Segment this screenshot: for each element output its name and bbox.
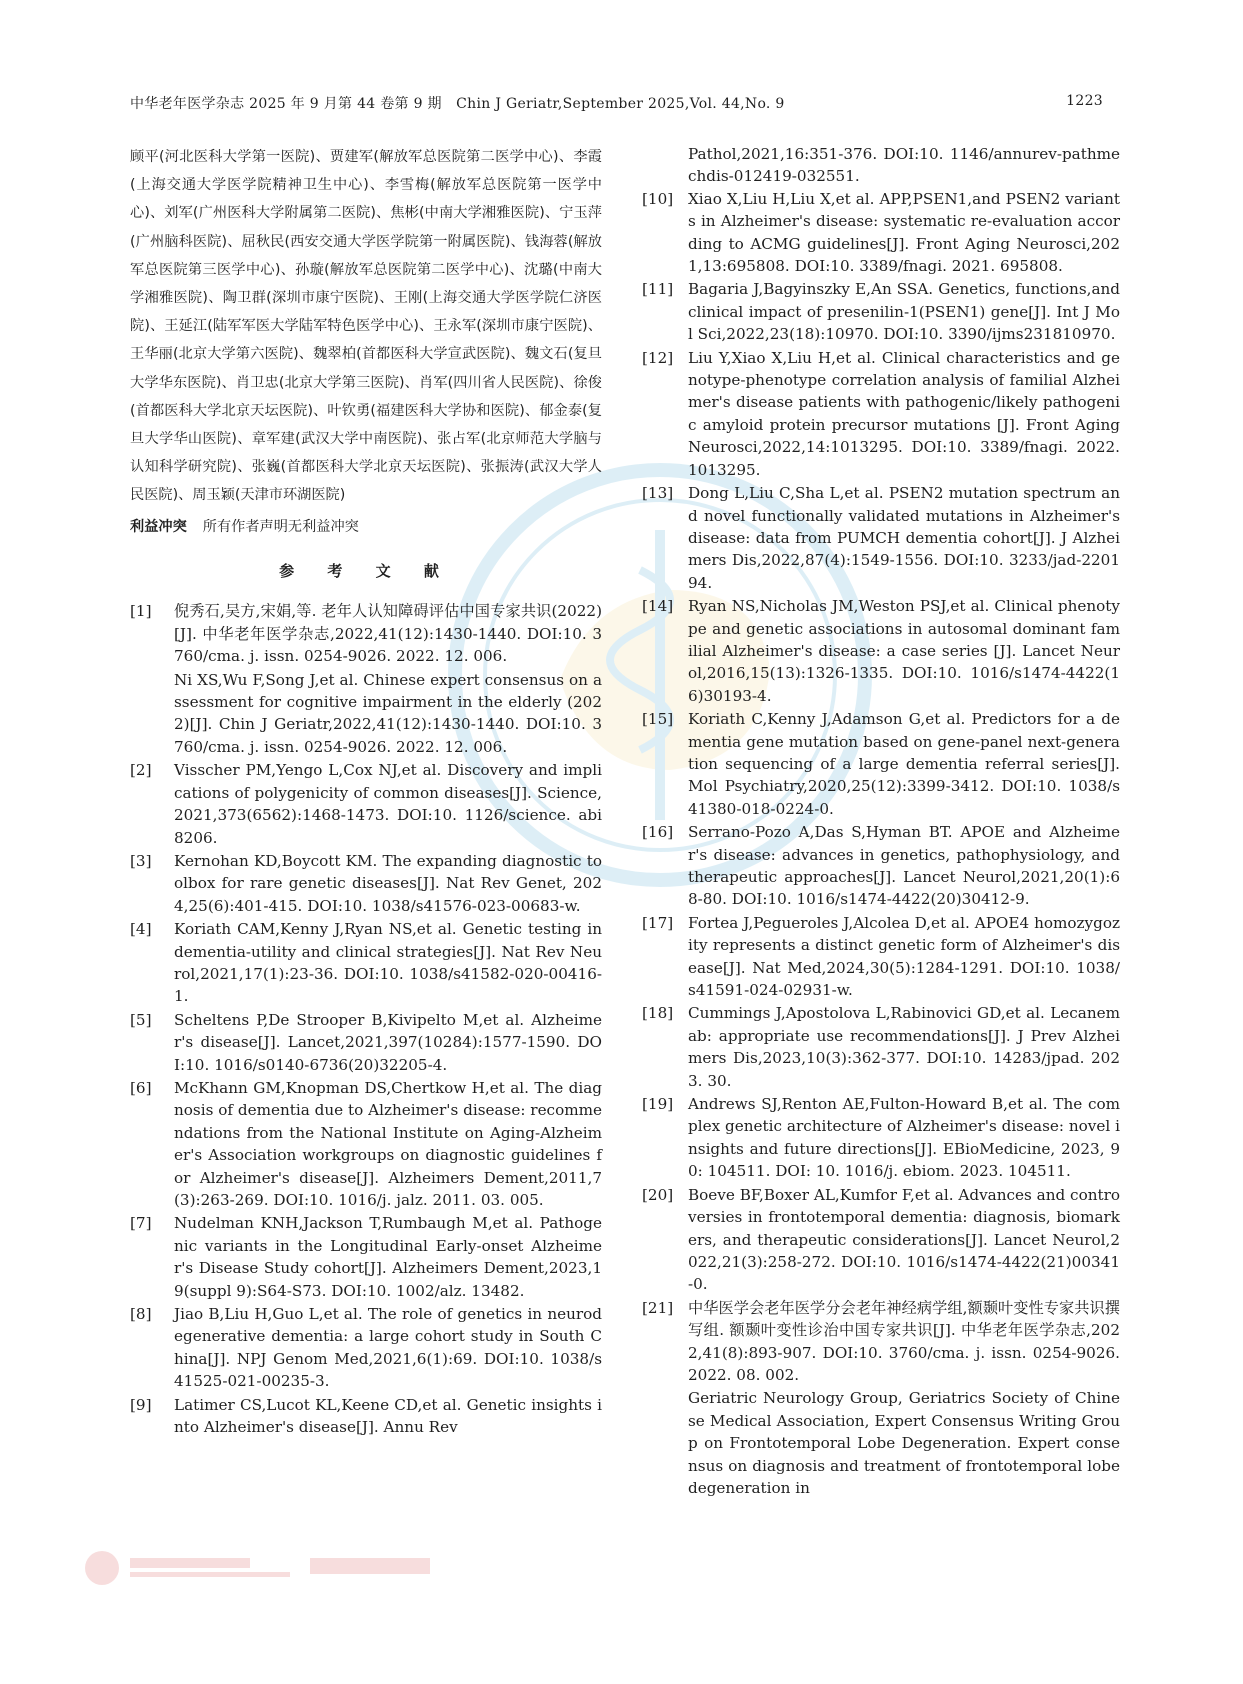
reference-text: Ryan NS,Nicholas JM,Weston PSJ,et al. Clinical phenotype and genetic associations in autosomal dominant familial Alzheimer's disease: a case series [J]. Lancet Neurol,2016,15(13):1326-1335. DOI:10. 1016/s1474-4422(16)30193-4. bbox=[688, 597, 1120, 705]
reference-number: [6] bbox=[130, 1078, 152, 1097]
reference-continuation: Pathol,2021,16:351-376. DOI:10. 1146/annurev-pathmechdis-012419-032551. bbox=[688, 145, 1120, 186]
reference-number: [14] bbox=[642, 597, 674, 616]
reference-number: [5] bbox=[130, 1010, 152, 1029]
reference-number: [3] bbox=[130, 851, 152, 870]
reference-text: Jiao B,Liu H,Guo L,et al. The role of genetics in neurodegenerative dementia: a large cohort study in South China[J]. NPJ Genom Med,2021,6(1):69. DOI:10. 1038/s41525-021-00235-3. bbox=[174, 1305, 602, 1391]
reference-number: [2] bbox=[130, 761, 152, 780]
reference-number: [12] bbox=[642, 348, 674, 367]
reference-item bbox=[642, 821, 1120, 911]
author-affiliations: 顾平(河北医科大学第一医院)、贾建军(解放军总医院第二医学中心)、李霞(上海交通大学医学院精神卫生中心)、李雪梅(解放军总医院第一医学中心)、刘军(广州医科大学附属第二医院)、焦彬(中南大学湘雅医院)、宁玉萍(广州脑科医院)、屈秋民(西安交通大学医学院第一附属医院)、钱海蓉(解放军总医院第三医学中心)、孙璇(解放军总医院第二医学中心)、沈璐(中南大学湘雅医院)、陶卫群(深圳市康宁医院)、王刚(上海交通大学医学院仁济医院)、王延江(陆军军医大学陆军特色医学中心)、王永军(深圳市康宁医院)、王华丽(北京大学第六医院)、魏翠柏(首都医科大学宣武医院)、魏文石(复旦大学华东医院)、肖卫忠(北京大学第三医院)、肖军(四川省人民医院)、徐俊(首都医科大学北京天坛医院)、叶钦勇(福建医科大学协和医院)、郁金泰(复旦大学华山医院)、章军建(武汉大学中南医院)、张占军(北京师范大学脑与认知科学研究院)、张巍(首都医科大学北京天坛医院)、张振涛(武汉大学人民医院)、周玉颖(天津市环湖医院) bbox=[130, 149, 602, 504]
page-number: 1223 bbox=[1066, 93, 1103, 109]
reference-text: Kernohan KD,Boycott KM. The expanding diagnostic toolbox for rare genetic diseases[J]. Nat Rev Genet, 2024,25(6):401-415. DOI:10. 1038/s41576-023-00683-w. bbox=[174, 851, 602, 915]
reference-item bbox=[642, 278, 1120, 345]
conflict-text: 所有作者声明无利益冲突 bbox=[202, 518, 359, 535]
conflict-of-interest bbox=[130, 516, 602, 538]
reference-number: [10] bbox=[642, 189, 674, 208]
reference-number: [9] bbox=[130, 1395, 152, 1414]
reference-text: 中华医学会老年医学分会老年神经病学组,额颞叶变性专家共识撰写组. 额颞叶变性诊治中国专家共识[J]. 中华老年医学杂志,2022,41(8):893-907. DOI:10. 3760/cma. j. issn. 0254-9026. 2022. 08. 002. bbox=[688, 1298, 1120, 1384]
reference-number: [15] bbox=[642, 710, 674, 729]
reference-text: Cummings J,Apostolova L,Rabinovici GD,et al. Lecanemab: appropriate use recommendations[J]. J Prev Alzheimers Dis,2023,10(3):362-377. DOI:10. 14283/jpad. 2023. 30. bbox=[688, 1004, 1120, 1090]
reference-item bbox=[130, 918, 602, 1008]
reference-text: McKhann GM,Knopman DS,Chertkow H,et al. The diagnosis of dementia due to Alzheimer's disease: recommendations from the National Institute on Aging-Alzheimer's Association workgroups on diagnostic guidelines for Alzheimer's disease[J]. Alzheimers Dement,2011,7(3):263-269. DOI:10. 1016/j. jalz. 2011. 03. 005. bbox=[174, 1078, 602, 1210]
reference-text: Andrews SJ,Renton AE,Fulton-Howard B,et al. The complex genetic architecture of Alzheimer's disease: novel insights and future directions[J]. EBioMedicine, 2023, 90: 104511. DOI: 10. 1016/j. ebiom. 2023. 104511. bbox=[688, 1095, 1120, 1181]
reference-item bbox=[642, 347, 1120, 481]
reference-item bbox=[130, 669, 602, 759]
reference-text: Visscher PM,Yengo L,Cox NJ,et al. Discovery and implications of polygenicity of common diseases[J]. Science,2021,373(6562):1468-1473. DOI:10. 1126/science. abi8206. bbox=[174, 761, 602, 847]
reference-item bbox=[130, 759, 602, 849]
reference-text: Serrano-Pozo A,Das S,Hyman BT. APOE and Alzheimer's disease: advances in genetics, pathophysiology, and therapeutic approaches[J]. Lancet Neurol,2021,20(1):68-80. DOI:10. 1016/s1474-4422(20)30412-9. bbox=[688, 823, 1120, 909]
reference-item bbox=[642, 595, 1120, 707]
reference-number: [17] bbox=[642, 913, 674, 932]
right-column bbox=[642, 143, 1120, 1500]
reference-text: Scheltens P,De Strooper B,Kivipelto M,et al. Alzheimer's disease[J]. Lancet,2021,397(10284):1577-1590. DOI:10. 1016/s0140-6736(20)32205-4. bbox=[174, 1010, 602, 1074]
reference-text: Bagaria J,Bagyinszky E,An SSA. Genetics, functions,and clinical impact of presenilin-1(PSEN1) gene[J]. Int J Mol Sci,2022,23(18):10970. DOI:10. 3390/ijms231810970. bbox=[688, 280, 1120, 344]
reference-item bbox=[130, 1077, 602, 1211]
reference-text: Fortea J,Pegueroles J,Alcolea D,et al. APOE4 homozygozity represents a distinct genetic form of Alzheimer's disease[J]. Nat Med,2024,30(5):1284-1291. DOI:10. 1038/s41591-024-02931-w. bbox=[688, 913, 1120, 1000]
publisher-logo-icon bbox=[80, 1548, 440, 1588]
reference-number: [21] bbox=[642, 1298, 674, 1317]
reference-item bbox=[642, 482, 1120, 594]
reference-number: [8] bbox=[130, 1305, 152, 1324]
references-heading: 参 考 文 献 bbox=[279, 562, 453, 581]
reference-text: Xiao X,Liu H,Liu X,et al. APP,PSEN1,and PSEN2 variants in Alzheimer's disease: systematic re-evaluation according to ACMG guidelines[J]. Front Aging Neurosci,2021,13:695808. DOI:10. 3389/fnagi. 2021. 695808. bbox=[688, 189, 1120, 276]
reference-list-left bbox=[130, 600, 602, 1438]
reference-item bbox=[130, 1212, 602, 1302]
reference-item bbox=[642, 912, 1120, 1002]
reference-item bbox=[642, 1002, 1120, 1092]
reference-number: [11] bbox=[642, 280, 674, 299]
reference-number: [7] bbox=[130, 1214, 152, 1233]
reference-text: Nudelman KNH,Jackson T,Rumbaugh M,et al. Pathogenic variants in the Longitudinal Early-onset Alzheimer's Disease Study cohort[J]. Alzheimers Dement,2023,19(suppl 9):S64-S73. DOI:10. 1002/alz. 13482. bbox=[174, 1214, 602, 1300]
reference-text: Ni XS,Wu F,Song J,et al. Chinese expert consensus on assessment for cognitive impairment in the elderly (2022)[J]. Chin J Geriatr,2022,41(12):1430-1440. DOI:10. 3760/cma. j. issn. 0254-9026. 2022. 12. 006. bbox=[174, 670, 602, 756]
conflict-label: 利益冲突 bbox=[130, 518, 187, 535]
reference-item bbox=[130, 1303, 602, 1393]
reference-text: Boeve BF,Boxer AL,Kumfor F,et al. Advances and controversies in frontotemporal dementia: diagnosis, biomarkers, and therapeutic considerations[J]. Lancet Neurol,2022,21(3):258-272. DOI:10. 1016/s1474-4422(21)00341-0. bbox=[688, 1185, 1120, 1294]
reference-text: Koriath C,Kenny J,Adamson G,et al. Predictors for a dementia gene mutation based on gene-panel next-generation sequencing of a large dementia referral series[J]. Mol Psychiatry,2020,25(12):3399-3412. DOI:10. 1038/s41380-018-0224-0. bbox=[688, 710, 1120, 818]
reference-number bbox=[130, 669, 174, 759]
reference-item bbox=[642, 1387, 1120, 1499]
left-column bbox=[130, 143, 602, 1439]
reference-item bbox=[130, 1394, 602, 1439]
reference-number: [19] bbox=[642, 1095, 674, 1114]
reference-text: Koriath CAM,Kenny J,Ryan NS,et al. Genetic testing in dementia-utility and clinical strategies[J]. Nat Rev Neurol,2021,17(1):23-36. DOI:10. 1038/s41582-020-00416-1. bbox=[174, 920, 602, 1006]
reference-item bbox=[130, 1009, 602, 1076]
reference-text: Latimer CS,Lucot KL,Keene CD,et al. Genetic insights into Alzheimer's disease[J]. Annu Rev bbox=[174, 1395, 602, 1437]
reference-item bbox=[642, 708, 1120, 820]
reference-item bbox=[642, 1297, 1120, 1387]
reference-number: [16] bbox=[642, 823, 674, 842]
reference-item bbox=[130, 850, 602, 917]
reference-text: Liu Y,Xiao X,Liu H,et al. Clinical characteristics and genotype-phenotype correlation analysis of familial Alzheimer's disease patients with pathogenic/likely pathogenic amyloid protein precursor mutations [J]. Front Aging Neurosci,2022,14:1013295. DOI:10. 3389/fnagi. 2022. 1013295. bbox=[688, 348, 1120, 479]
reference-list-right bbox=[642, 188, 1120, 1500]
reference-text: Geriatric Neurology Group, Geriatrics Society of Chinese Medical Association, Expert Consensus Writing Group on Frontotemporal Lobe Degeneration. Expert consensus on diagnosis and treatment of frontotemporal lobe degeneration in bbox=[688, 1389, 1120, 1497]
reference-number bbox=[642, 1387, 688, 1499]
journal-citation-line: 中华老年医学杂志 2025 年 9 月第 44 卷第 9 期 Chin J Geriatr,September 2025,Vol. 44,No. 9 bbox=[130, 96, 785, 112]
reference-text: Dong L,Liu C,Sha L,et al. PSEN2 mutation spectrum and novel functionally validated mutations in Alzheimer's disease: data from PUMCH dementia cohort[J]. J Alzheimers Dis,2022,87(4):1549-1556. DOI:10. 3233/jad-220194. bbox=[688, 484, 1120, 592]
reference-number: [13] bbox=[642, 484, 674, 503]
reference-text: 倪秀石,吴方,宋娟,等. 老年人认知障碍评估中国专家共识(2022)[J]. 中华老年医学杂志,2022,41(12):1430-1440. DOI:10. 3760/cma. j. issn. 0254-9026. 2022. 12. 006. bbox=[174, 602, 602, 666]
reference-item bbox=[130, 600, 602, 667]
reference-number: [4] bbox=[130, 920, 152, 939]
reference-item bbox=[642, 1184, 1120, 1296]
reference-number: [18] bbox=[642, 1004, 674, 1023]
reference-item bbox=[642, 188, 1120, 278]
reference-item bbox=[642, 1093, 1120, 1183]
reference-number: [1] bbox=[130, 602, 152, 621]
reference-number: [20] bbox=[642, 1185, 674, 1204]
